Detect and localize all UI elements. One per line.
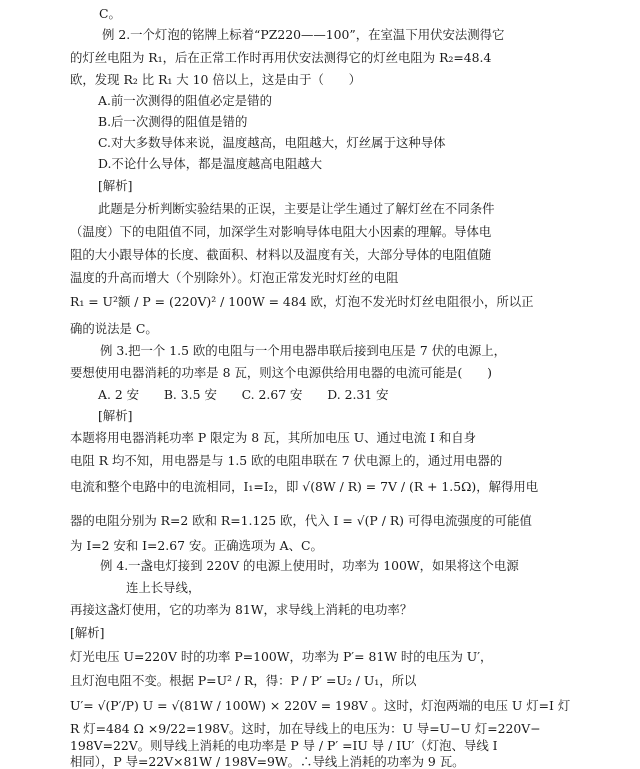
line-text: D.不论什么导体，都是温度越高电阻越大: [98, 156, 323, 171]
line-text: 且灯泡电阻不变。根据 P=U² / R，得：P / P′ =U₂ / U₁，所以: [70, 673, 417, 688]
text-line: [70, 367, 492, 379]
line-text: C。: [99, 6, 121, 21]
line-text: 的灯丝电阻为 R₁，后在正常工作时再用伏安法测得它的灯丝电阻为 R₂=48.4: [70, 50, 492, 65]
line-text: C.对大多数导体来说，温度越高，电阻越大，灯丝属于这种导体: [98, 135, 446, 150]
text-line: [70, 756, 465, 768]
line-text: 电阻 R 均不知，用电器是与 1.5 欧的电阻串联在 7 伏电源上的，通过用电器的: [70, 453, 503, 468]
line-text: 要想使用电器消耗的功率是 8 瓦，则这个电源供给用电器的电流可能是( ): [70, 365, 492, 380]
line-text: R 灯=484 Ω ×9/22=198V。这时，加在导线上的电压为：U 导=U−U 灯=220V−: [70, 721, 541, 736]
line-text: 例 2.一个灯泡的铭牌上标着“PZ220——100”，在室温下用伏安法测得它: [102, 27, 505, 42]
line-text: 灯光电压 U=220V 时的功率 P=100W，功率为 P′= 81W 时的电压为 U′，: [70, 649, 493, 664]
line-text: 阻的大小跟导体的长度、截面积、材料以及温度有关，大部分导体的电阻值随: [70, 247, 492, 262]
text-line: [70, 723, 541, 735]
options-line: [98, 389, 389, 401]
line-text: [解析]: [98, 178, 133, 193]
text-line: [99, 8, 133, 20]
formula-line: [70, 515, 532, 527]
text-line: [98, 203, 495, 215]
analysis-label: [98, 410, 132, 422]
line-text: （温度）下的电阻值不同，加深学生对影响导体电阻大小因素的理解。导体电: [70, 224, 492, 239]
option-d: [98, 158, 322, 170]
text-line: [70, 540, 323, 552]
text-line: [70, 323, 158, 335]
line-text: 连上长导线，: [126, 580, 201, 595]
text-line: [70, 74, 396, 86]
line-text: 此题是分析判断实验结果的正误，主要是让学生通过了解灯丝在不同条件: [98, 201, 495, 216]
line-text: U′= √(P′/P) U = √(81W / 100W) × 220V = 198V 。这时，灯泡两端的电压 U 灯=I 灯: [70, 698, 571, 713]
analysis-label: [70, 627, 104, 639]
line-text: [解析]: [70, 625, 105, 640]
text-line: [70, 651, 492, 663]
text-line: [70, 455, 502, 467]
option-a: [98, 95, 272, 107]
option-b: [98, 116, 247, 128]
formula-line: [70, 481, 538, 493]
line-text: 欧，发现 R₂ 比 R₁ 大 10 倍以上，这是由于（ ）: [70, 72, 362, 87]
line-text: 电流和整个电路中的电流相同，I₁=I₂，即 √(8W / R) = 7V / (R + 1.5Ω)，解得用电: [70, 479, 539, 494]
line-text: 确的说法是 C。: [70, 321, 158, 336]
line-text: 本题将用电器消耗功率 P 限定为 8 瓦，其所加电压 U、通过电流 I 和自身: [70, 430, 477, 445]
line-text: 例 4.一盏电灯接到 220V 的电源上使用时，功率为 100W，如果将这个电源: [100, 558, 519, 573]
text-line: [70, 249, 491, 261]
line-text: 再接这盏灯使用，它的功率为 81W，求导线上消耗的电功率？: [70, 602, 413, 617]
text-line: [70, 604, 412, 616]
line-text: [解析]: [98, 408, 133, 423]
text-line: [70, 226, 491, 238]
line-text: 相同），P 导=22V×81W / 198V=9W。∴导线上消耗的功率为 9 瓦。: [70, 754, 465, 769]
formula-line: [70, 700, 570, 712]
line-text: 198V=22V。则导线上消耗的电功率是 P 导 / P′ =IU 导 / IU′（灯泡、导线 I: [70, 738, 498, 753]
line-text: A.前一次测得的阻值必定是错的: [98, 93, 272, 108]
example-4-heading: [100, 560, 519, 572]
line-text: 器的电阻分别为 R=2 欧和 R=1.125 欧，代入 I = √(P / R) 可得电流强度的可能值: [70, 513, 532, 528]
example-2-heading: [102, 29, 579, 41]
line-text: R₁ = U²额 / P = (220V)² / 100W = 484 欧，灯泡不发光时灯丝电阻很小，所以正: [70, 294, 534, 309]
line-text: B.后一次测得的阻值是错的: [98, 114, 248, 129]
line-text: 例 3.把一个 1.5 欧的电阻与一个用电器串联后接到电压是 7 伏的电源上，: [100, 343, 507, 358]
formula-line: [70, 296, 534, 308]
analysis-label: [98, 180, 132, 192]
text-line: [70, 675, 416, 687]
line-text: A. 2 安 B. 3.5 安 C. 2.67 安 D. 2.31 安: [98, 387, 389, 402]
option-c: [98, 137, 446, 149]
text-line: [126, 582, 200, 594]
line-text: 温度的升高而增大（个别除外）。灯泡正常发光时灯丝的电阻: [70, 270, 399, 285]
text-line: [70, 272, 398, 284]
example-3-heading: [100, 345, 506, 357]
text-line: [70, 432, 476, 444]
line-text: 为 I=2 安和 I=2.67 安。正确选项为 A、C。: [70, 538, 323, 553]
text-line: [70, 52, 580, 64]
text-line: [70, 740, 498, 752]
